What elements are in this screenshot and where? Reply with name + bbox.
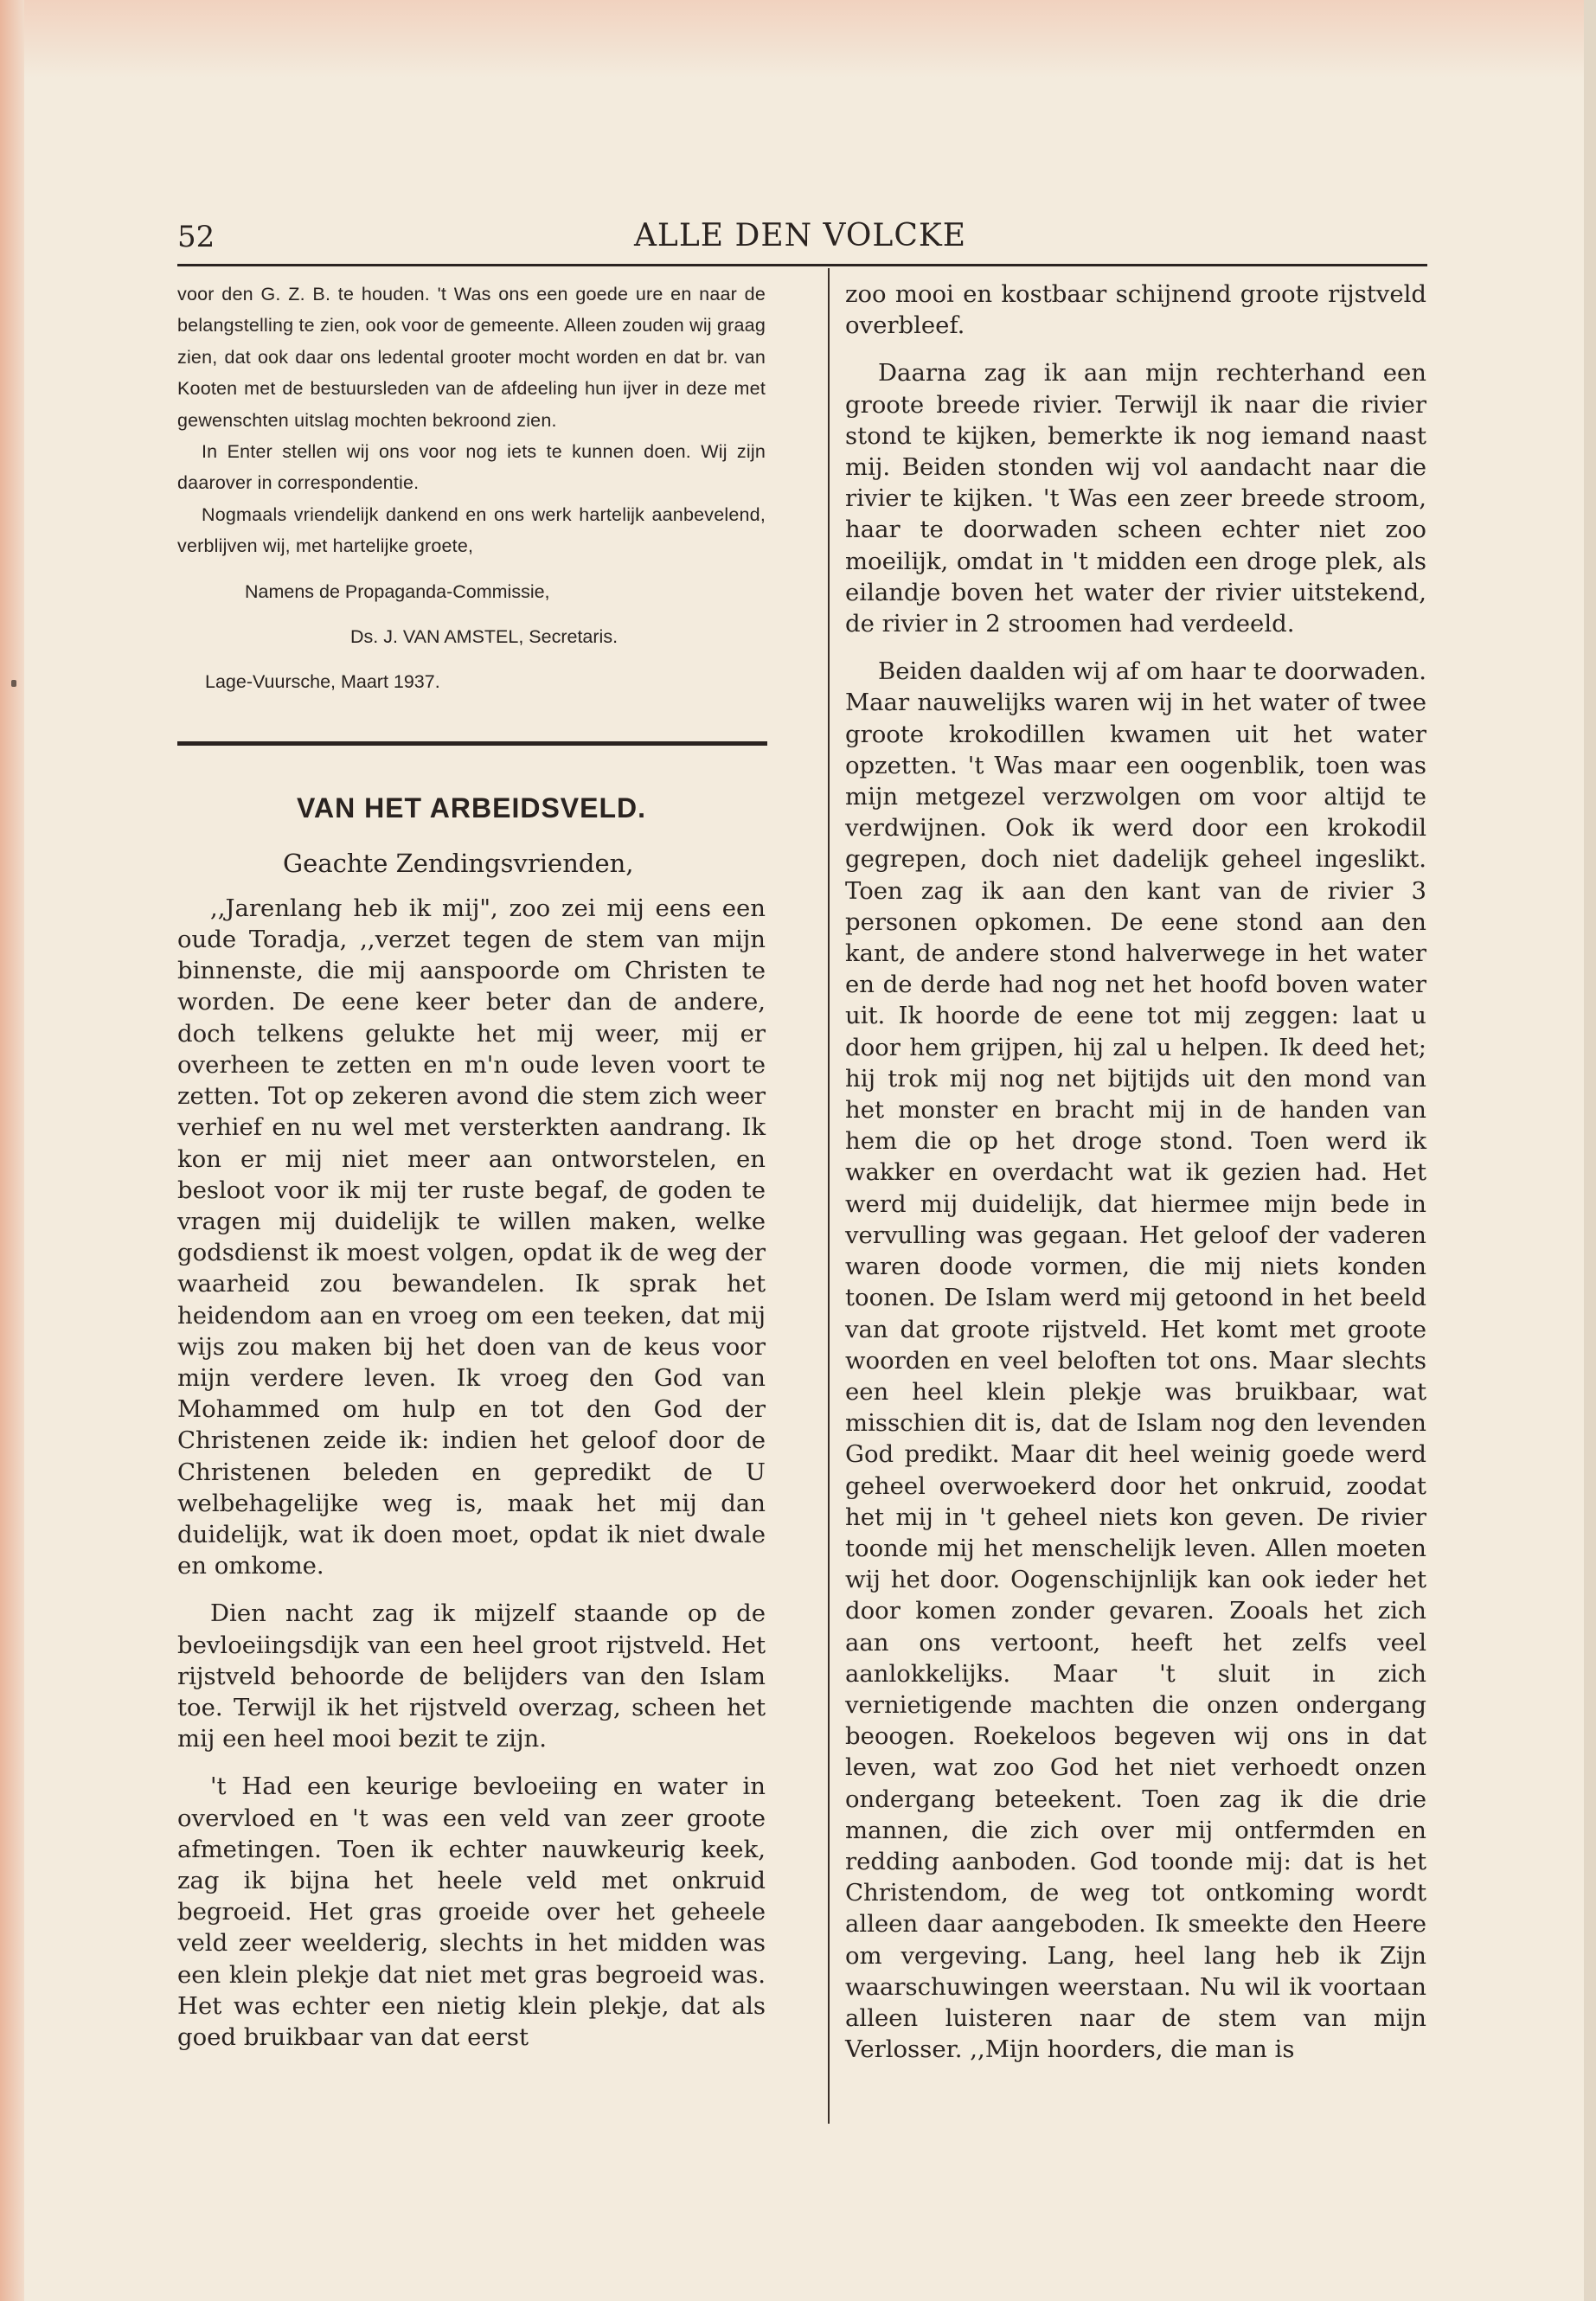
page-number: 52 xyxy=(177,220,215,254)
body-paragraph: Dien nacht zag ik mijzelf staande op de bevloeiingsdijk van een heel groot rijstveld. Het rijstveld behoorde de belijders van den Islam toe. Terwijl ik het rijstveld overzag, scheen het mij een heel mooi bezit te zijn. xyxy=(177,1599,766,1753)
letter-paragraph: voor den G. Z. B. te houden. 't Was ons een goede ure en naar de belangstelling te zien, ook voor de gemeente. Alleen zouden wij graag zien, dat ook daar ons ledental grooter mocht worden en dat br. van Kooten met de bestuursleden van de afdeeling hun ijver in deze met gewenschten uitslag mochten bekroond zien. xyxy=(177,284,766,431)
page-header xyxy=(177,215,1423,266)
article-body-right xyxy=(845,279,1426,2065)
page-edge-top xyxy=(0,0,1596,78)
article-body-left xyxy=(177,893,766,2053)
left-column xyxy=(177,279,766,2069)
column-divider xyxy=(828,268,830,2124)
letter-paragraph: Nogmaals vriendelijk dankend en ons werk hartelijk aanbevelend, verblijven wij, met hartelijke groete, xyxy=(177,503,766,557)
header-rule xyxy=(177,264,1427,266)
body-paragraph: 't Had een keurige bevloeiing en water in overvloed en 't was een veld van zeer groote afmetingen. Toen ik echter nauwkeurig keek, zag ik bijna het heele veld met onkruid begroeid. Het gras groeide over het geheele veld zeer weelderig, slechts in het midden was een klein plekje dat niet met gras begroeid was. Het was echter een nietig klein plekje, dat als goed bruikbaar van dat eerst xyxy=(177,1772,766,2051)
body-paragraph: Daarna zag ik aan mijn rechterhand een groote breede rivier. Terwijl ik naar die rivier stond te kijken, bemerkte ik nog iemand naast mij. Beiden stonden wij vol aandacht naar die rivier te kijken. 't Was een zeer breede stroom, haar te doorwaden scheen echter niet zoo moeilijk, omdat in 't midden een droge plek, als eilandje boven het water der rivier uitstekend, de rivier in 2 stroomen had verdeeld. xyxy=(845,359,1426,638)
body-paragraph: ,,Jarenlang heb ik mij", zoo zei mij eens een oude Toradja, ,,verzet tegen de stem van mijn binnenste, die mij aanspoorde om Christen te worden. De eene keer beter dan de andere, doch telkens gelukte het mij weer, mij er overheen te zetten en m'n oude leven voort te zetten. Tot op zekeren avond die stem zich weer verhief en nu wel met versterkten aandrang. Ik kon er mij niet meer aan ontworstelen, en besloot voor ik mij ter ruste begaf, de goden te vragen mij duidelijk te willen maken, welke godsdienst ik moest volgen, opdat ik de weg der waarheid zou bewandelen. Ik sprak het heidendom aan en vroeg om een teeken, dat mij wijs zou maken bij het doen van de keus voor mijn verdere leven. Ik vroeg den God van Mohammed om hulp en tot den God der Christenen zeide ik: indien het geloof door de Christenen beleden en gepredikt de U welbehagelijke weg is, maak het mij dan duidelijk, wat ik doen moet, opdat ik niet dwale en omkome. xyxy=(177,894,766,1580)
signoff-commission: Namens de Propaganda-Commissie, xyxy=(245,580,550,602)
body-paragraph: zoo mooi en kostbaar schijnend groote rijstveld overbleef. xyxy=(845,280,1426,340)
signoff-place-date: Lage-Vuursche, Maart 1937. xyxy=(205,671,440,693)
right-column xyxy=(845,279,1426,2081)
section-rule xyxy=(177,741,767,746)
letter-continuation xyxy=(177,279,766,698)
page-edge-left xyxy=(0,0,24,2301)
running-title: ALLE DEN VOLCKE xyxy=(633,218,967,253)
body-paragraph: Beiden daalden wij af om haar te doorwaden. Maar nauwelijks waren wij in het water of twee groote krokodillen kwamen uit het water opzetten. 't Was maar een oogenblik, toen was mijn metgezel verzwolgen om voor altijd te verdwijnen. Ook ik werd door een krokodil gegrepen, doch niet dadelijk geheel ingeslikt. Toen zag ik aan den kant van de rivier 3 personen opkomen. De eene stond aan den kant, de andere stond halverwege in het water en de derde had nog net het hoofd boven water uit. Ik hoorde de eene tot mij zeggen: laat u door hem grijpen, hij zal u helpen. Ik deed het; hij trok mij nog net bijtijds uit den mond van het monster en bracht mij in de handen van hem die op het droge stond. Toen werd ik wakker en overdacht wat ik gezien had. Het werd mij duidelijk, dat hiermee mijn bede in vervulling was gegaan. Het geloof der vaderen waren doode vormen, die mij niets konden toonen. De Islam werd mij getoond in het beeld van dat groote rijstveld. Het komt met groote woorden en veel beloften tot ons. Maar slechts een heel klein plekje was bruikbaar, wat misschien dit is, dat de Islam nog den levenden God predikt. Maar dit heel weinig goede werd geheel overwoekerd door het onkruid, zoodat het mij in 't geheel niets kon geven. De rivier toonde mij het menschelijk leven. Allen moeten wij het door. Oogenschijnlijk kan ook ieder het door komen zonder gevaren. Zooals het zich aan ons vertoont, heeft het zelfs veel aanlokkelijks. Maar 't sluit in zich vernietigende machten die onzen ondergang beoogen. Roekeloos begeven wij ons in dat leven, wat zoo God het niet verhoedt onzen ondergang beteekent. Toen zag ik die drie mannen, die zich over mij ontfermden en redding aanboden. God toonde mij: dat is het Christendom, de weg tot ontkoming wordt alleen daar aangeboden. Ik smeekte den Heere om vergeving. Lang, heel lang heb ik Zijn waarschuwingen weerstaan. Nu wil ik voortaan alleen luisteren naar de stem van mijn Verlosser. ,,Mijn hoorders, die man is xyxy=(845,657,1427,2064)
signoff-name: Ds. J. VAN AMSTEL, Secretaris. xyxy=(350,626,619,648)
salutation: Geachte Zendingsvrienden, xyxy=(283,848,634,878)
page-edge-right xyxy=(1584,0,1596,2301)
section-title: VAN HET ARBEIDSVELD. xyxy=(296,792,647,824)
letter-paragraph: In Enter stellen wij ons voor nog iets te kunnen doen. Wij zijn daarover in correspondentie. xyxy=(177,441,766,494)
print-speck xyxy=(11,680,16,687)
